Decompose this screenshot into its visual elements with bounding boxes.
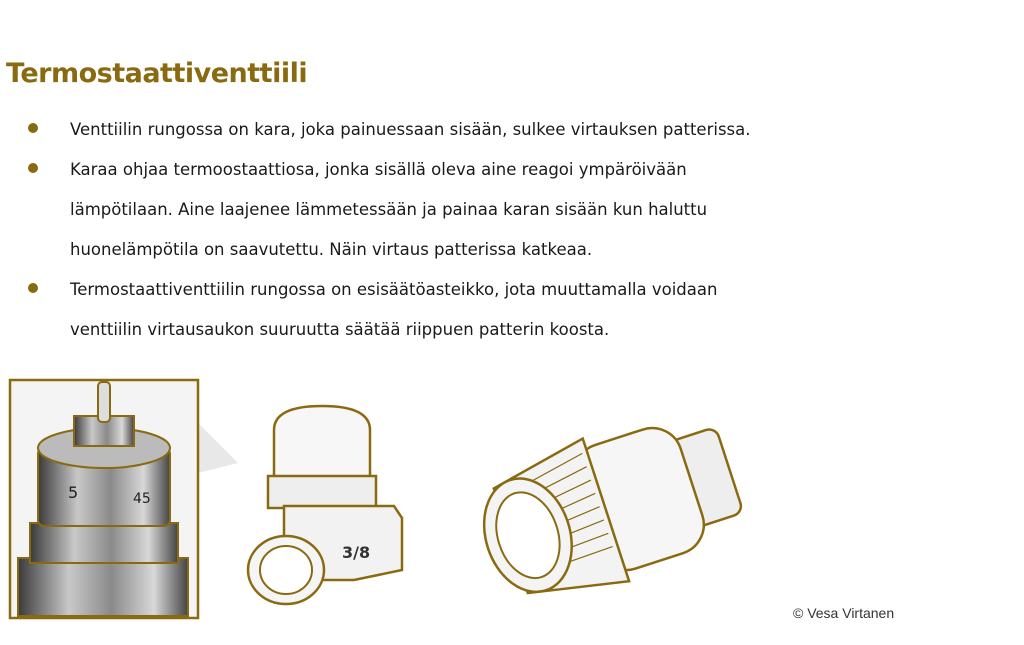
bullet-item [28, 150, 988, 270]
bullet-item [28, 270, 988, 350]
bullet-line: Venttiilin rungossa on kara, joka painuessaan sisään, sulkee virtauksen patterissa. [70, 120, 751, 139]
bullet-line: Karaa ohjaa termoostaattiosa, jonka sisällä oleva aine reagoi ympäröivään [70, 160, 687, 179]
thermostat-head-image [478, 412, 754, 618]
valve-body-image [244, 400, 414, 610]
valve-size-marking: 3/8 [342, 543, 371, 562]
bullet-dot-icon [28, 123, 38, 133]
bullet-dot-icon [28, 163, 38, 173]
valve-closeup-image [8, 378, 240, 623]
bullet-item [28, 110, 988, 150]
slide-title: Termostaattiventtiili [6, 58, 308, 89]
bullet-dot-icon [28, 283, 38, 293]
bullet-list [28, 110, 988, 350]
bullet-line: Termostaattiventtiilin rungossa on esisäätöasteikko, jota muuttamalla voidaan [70, 280, 718, 299]
bullet-line: venttiilin virtausaukon suuruutta säätää riippuen patterin koosta. [70, 320, 610, 339]
svg-text:5: 5 [68, 483, 79, 502]
bullet-line: lämpötilaan. Aine laajenee lämmetessään ja painaa karan sisään kun haluttu [70, 200, 708, 219]
bullet-line: huonelämpötila on saavutettu. Näin virtaus patterissa katkeaa. [70, 240, 593, 259]
svg-text:45: 45 [133, 491, 151, 507]
copyright-text: © Vesa Virtanen [793, 605, 895, 621]
